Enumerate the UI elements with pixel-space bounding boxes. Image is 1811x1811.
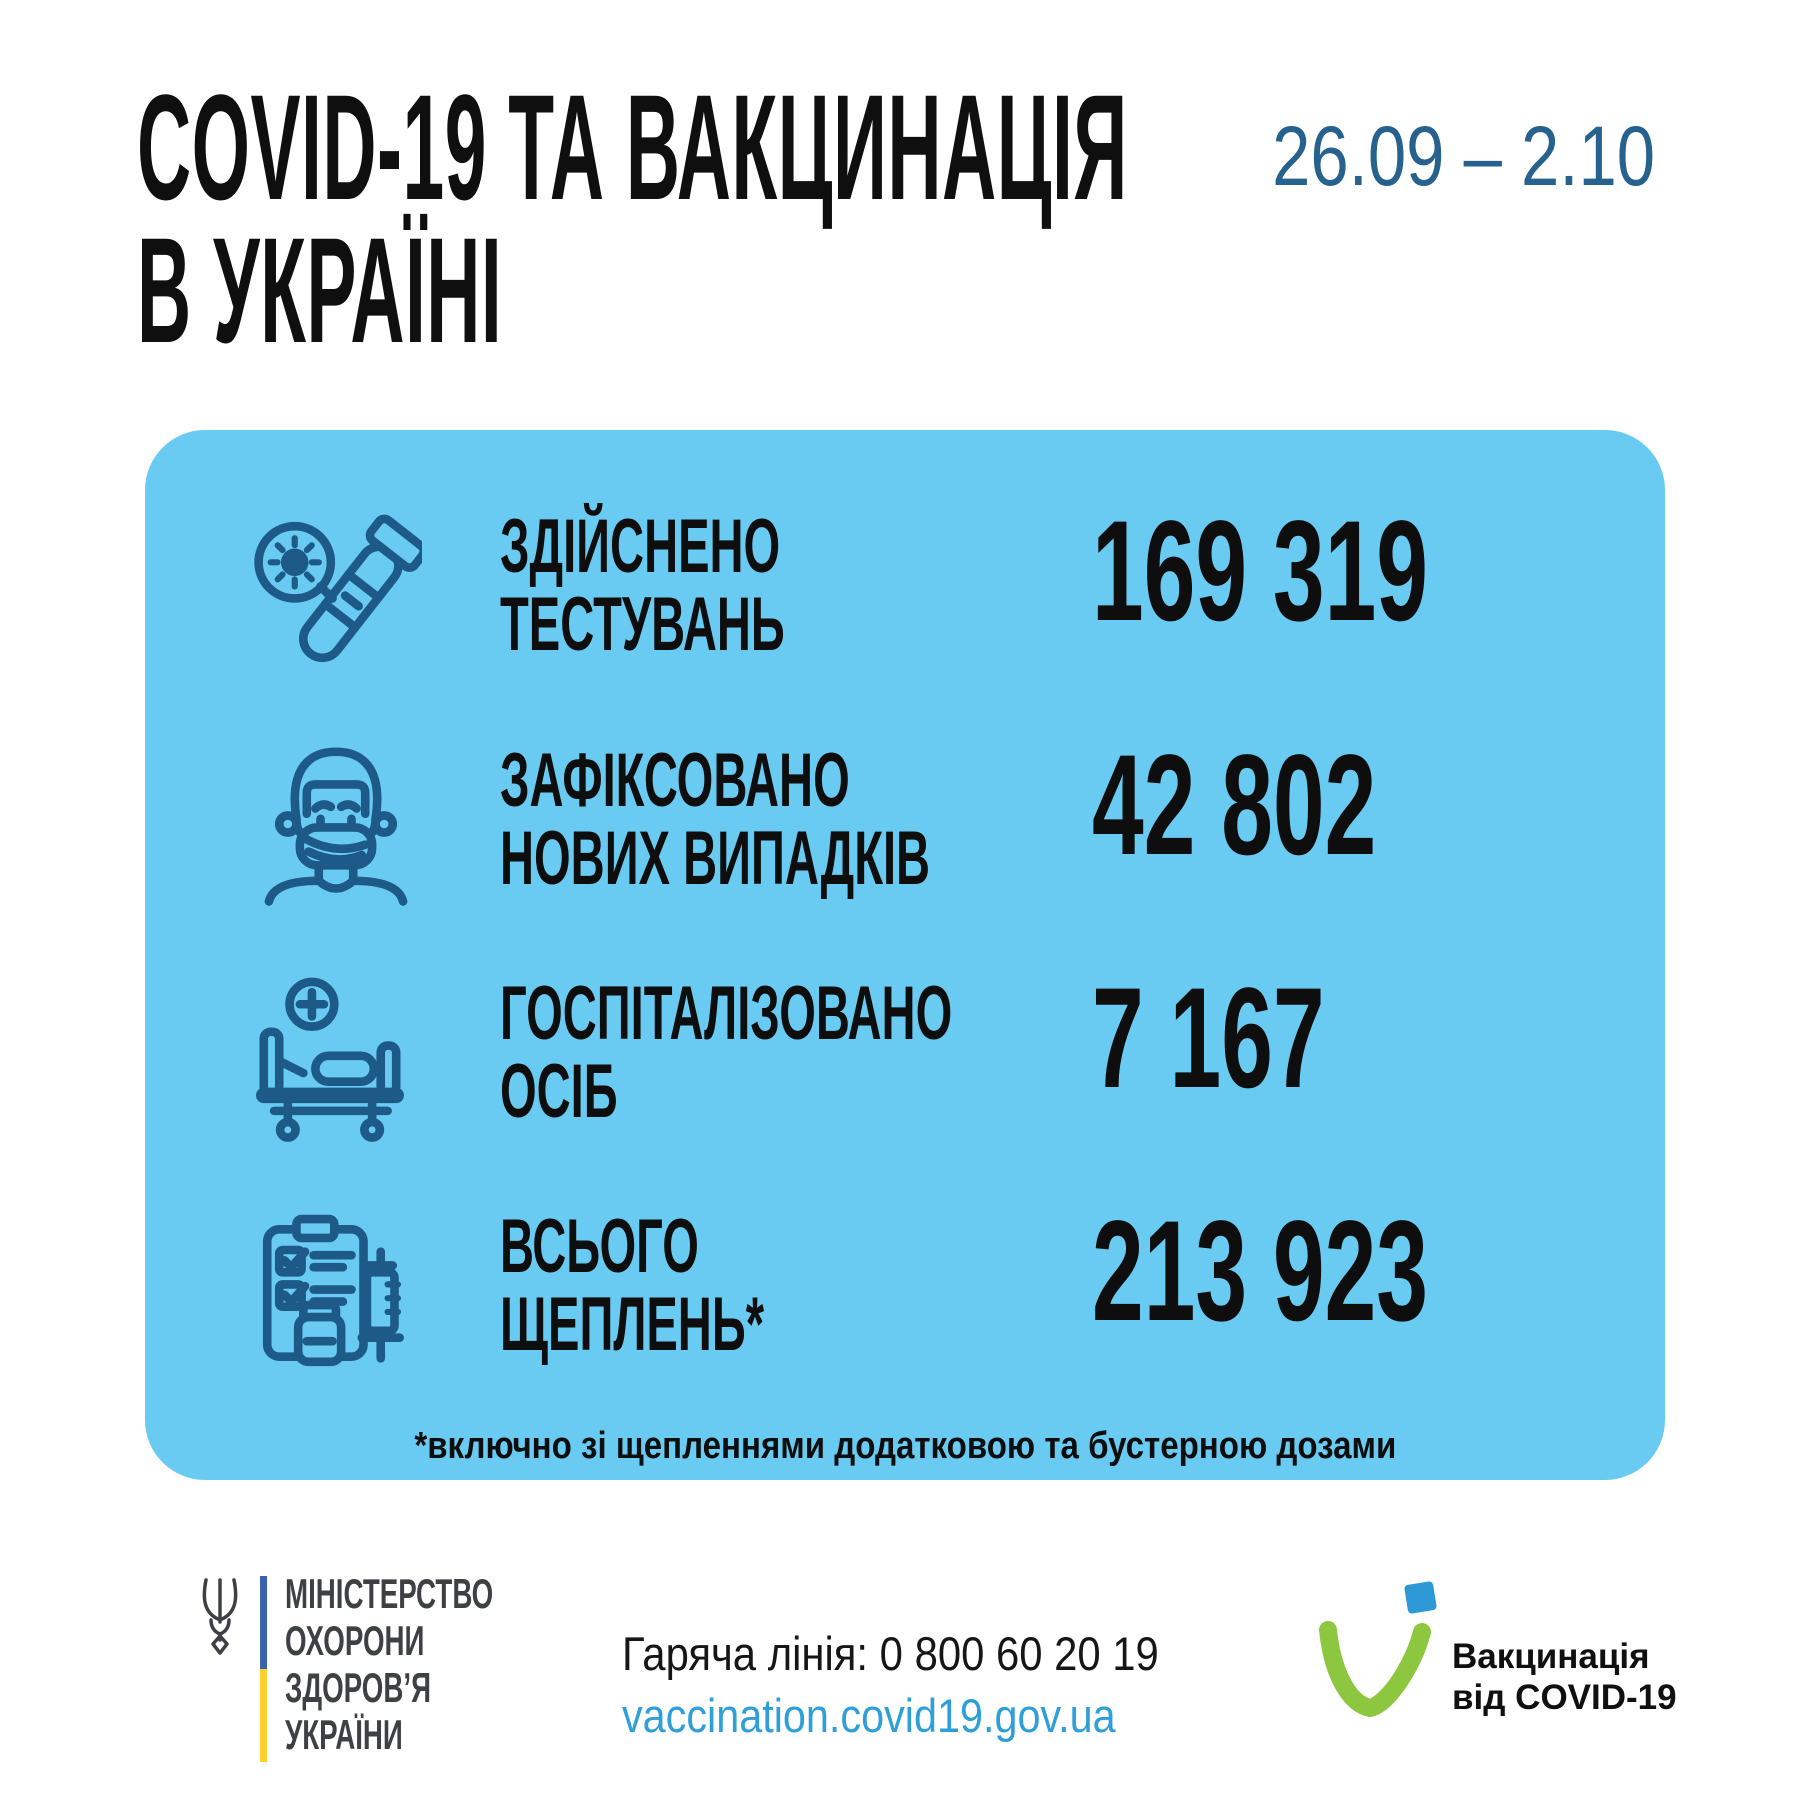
vaccinations-label: ВСЬОГО ЩЕПЛЕНЬ* xyxy=(500,1204,765,1367)
masked-person-icon xyxy=(250,731,422,917)
date-range: 26.09 – 2.10 xyxy=(1271,109,1655,203)
hotline-text: Гаряча лінія: 0 800 60 20 19 xyxy=(622,1627,1159,1680)
website-link[interactable]: vaccination.covid19.gov.ua xyxy=(622,1689,1116,1742)
vaccinations-value: 213 923 xyxy=(1092,1192,1428,1351)
card-footnote: *включно зі щепленнями додатковою та бустерною дозами xyxy=(414,1425,1396,1467)
new-cases-value: 42 802 xyxy=(1092,726,1377,885)
tests-label: ЗДІЙСНЕНО ТЕСТУВАНЬ xyxy=(500,504,785,667)
test-tube-virus-icon xyxy=(250,502,422,688)
ukraine-trident-icon xyxy=(196,1574,244,1658)
new-cases-label: ЗАФІКСОВАНО НОВИХ ВИПАДКІВ xyxy=(500,738,931,901)
hospital-bed-icon xyxy=(250,968,422,1154)
hospitalized-value: 7 167 xyxy=(1092,959,1325,1118)
page-title-line2: В УКРАЇНІ xyxy=(137,206,503,374)
vaccination-logo-text: Вакцинація від COVID-19 xyxy=(1452,1637,1677,1717)
flag-divider-bar xyxy=(260,1576,267,1762)
ministry-logo-text: МІНІСТЕРСТВО ОХОРОНИ ЗДОРОВ’Я УКРАЇНИ xyxy=(285,1570,494,1758)
page-title-line1: COVID-19 ТА ВАКЦИНАЦІЯ xyxy=(137,63,1128,231)
vaccination-logo-v-icon xyxy=(1316,1612,1438,1724)
tests-value: 169 319 xyxy=(1092,492,1428,651)
vaccination-record-icon xyxy=(250,1200,422,1386)
vaccination-logo-square-icon xyxy=(1404,1581,1437,1614)
hospitalized-label: ГОСПІТАЛІЗОВАНО ОСІБ xyxy=(500,971,953,1134)
